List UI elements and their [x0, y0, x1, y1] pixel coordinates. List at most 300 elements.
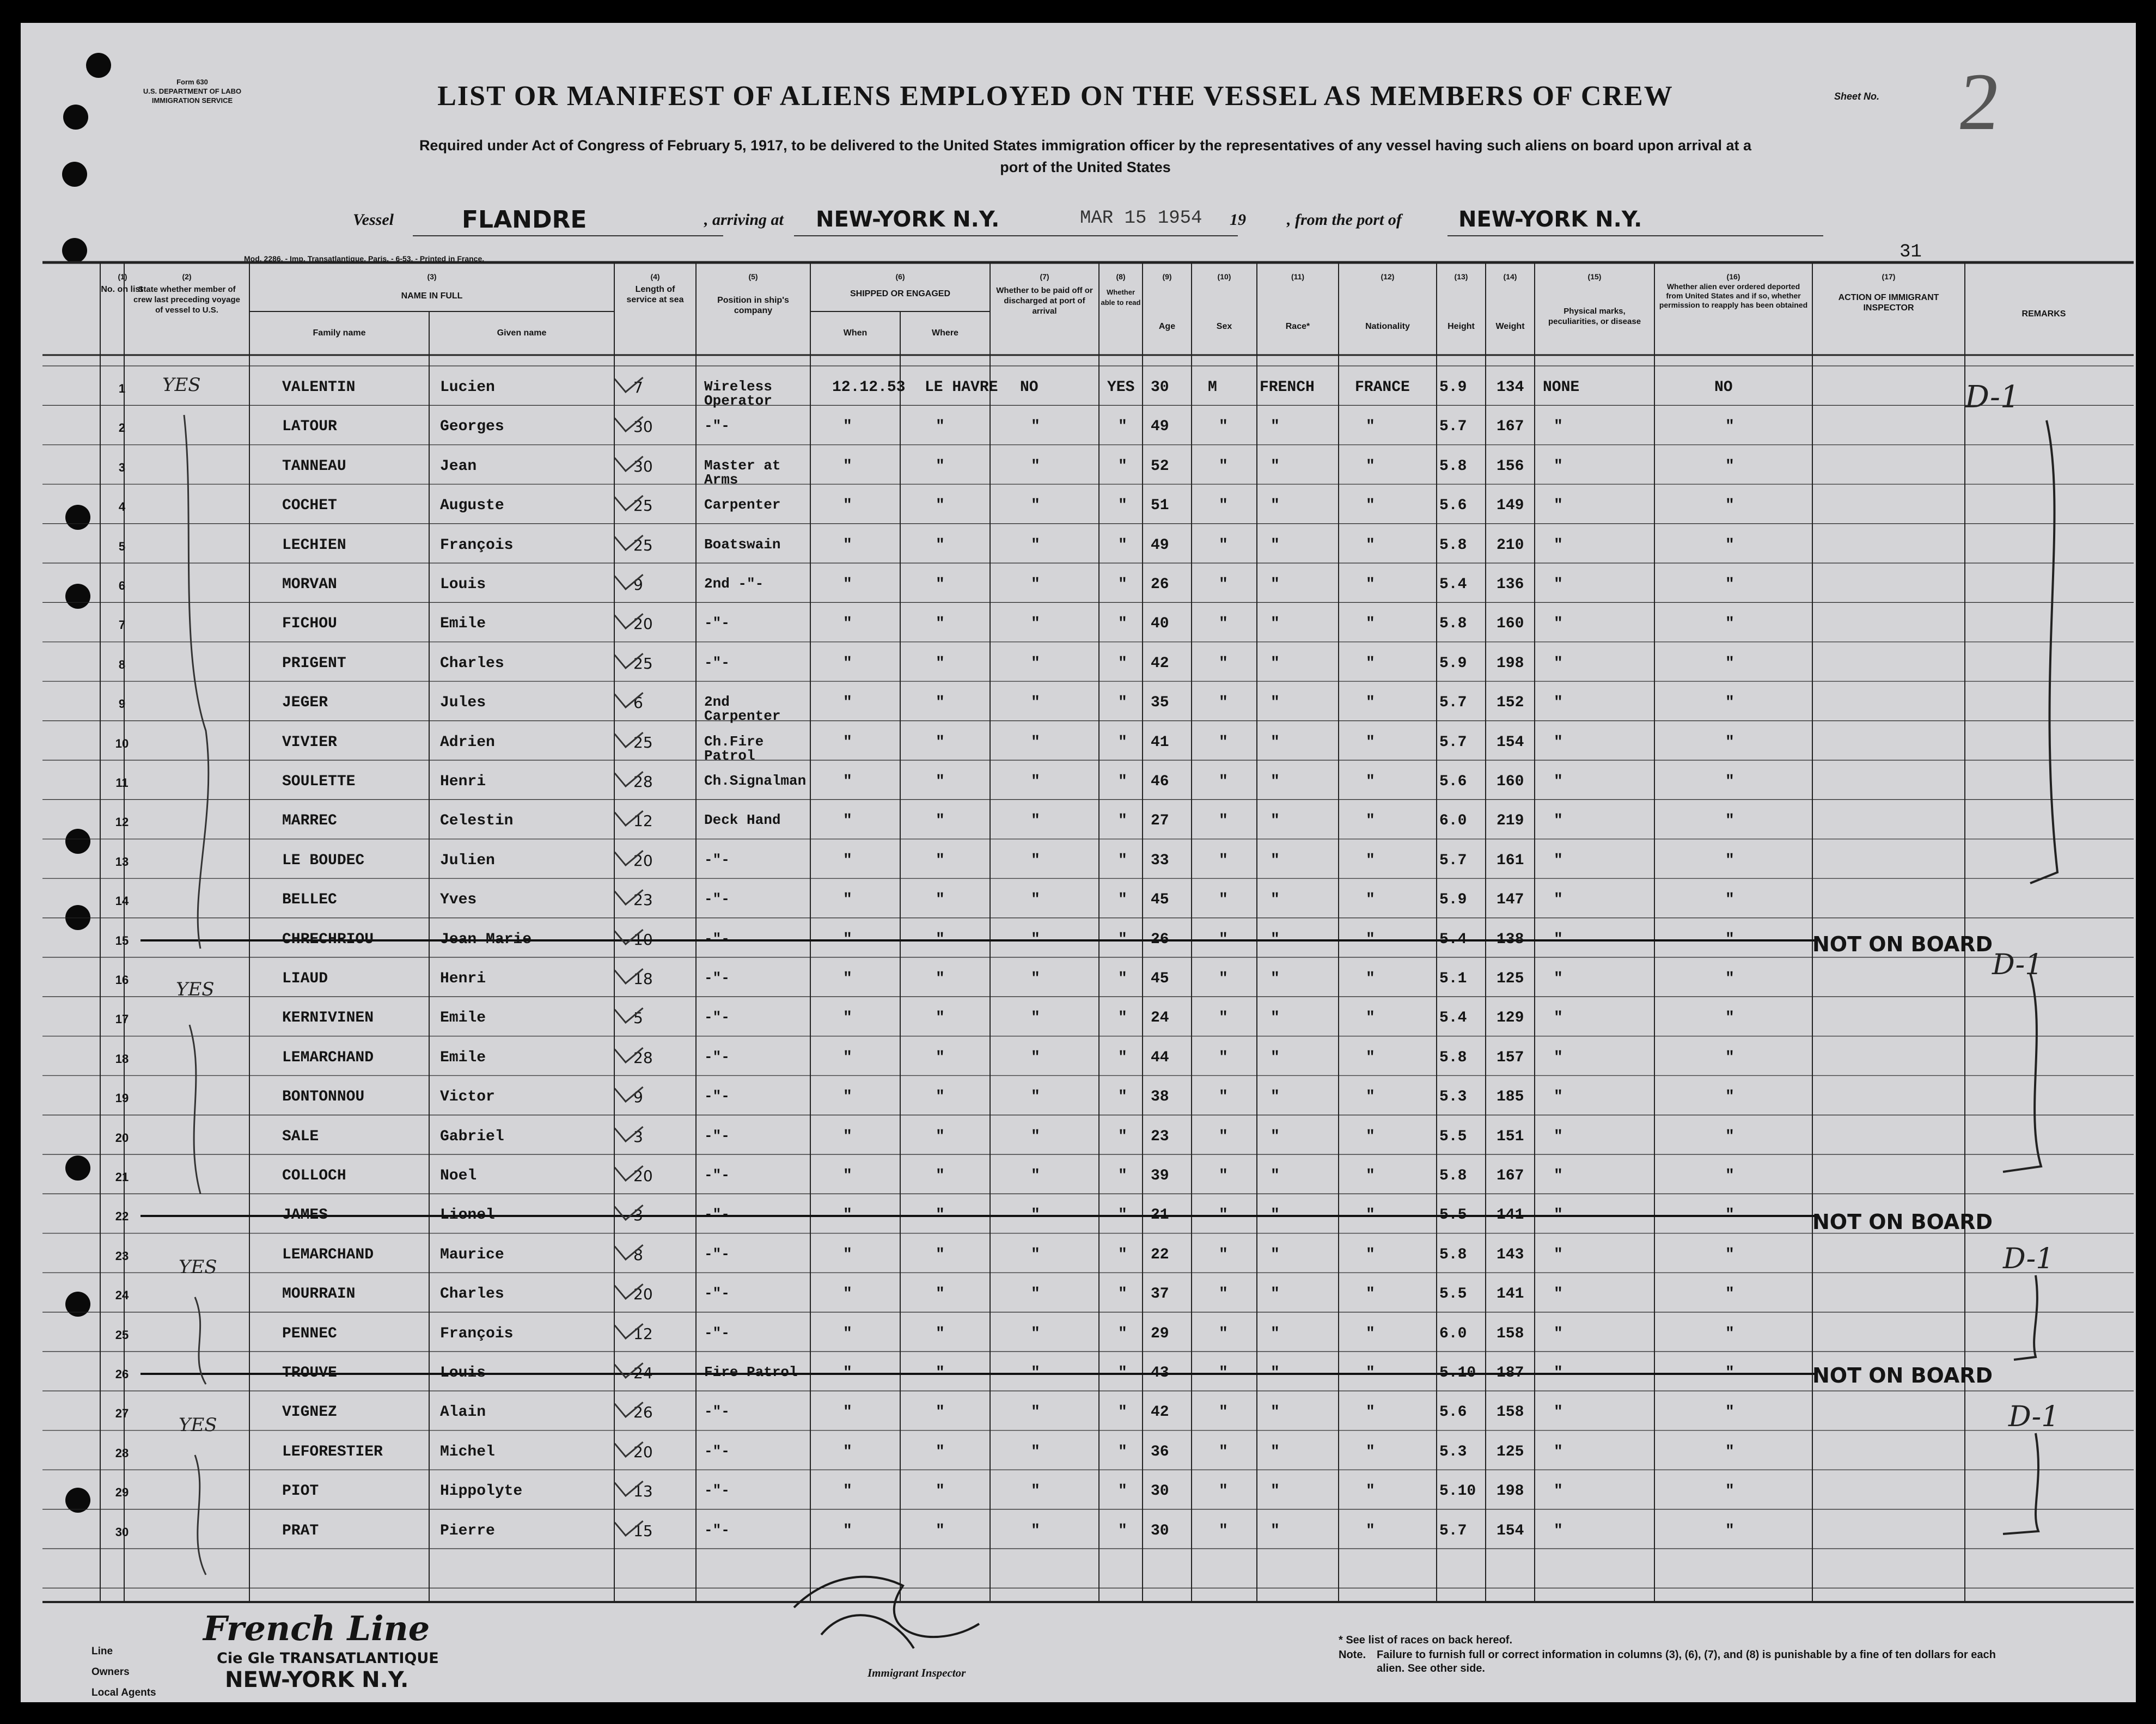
ditto-mark: "	[1725, 655, 1734, 672]
ditto-mark: "	[1118, 1325, 1127, 1342]
cell-family: BONTONNOU	[282, 1089, 365, 1106]
ditto-mark: "	[843, 812, 852, 830]
ditto-mark: "	[1031, 1443, 1040, 1460]
cell-given: Emile	[440, 615, 486, 633]
form-number: Form 630	[176, 78, 208, 86]
ditto-mark: "	[1118, 457, 1127, 475]
row-number: 5	[118, 539, 126, 553]
ditto-mark: "	[1366, 694, 1375, 712]
ditto-mark: "	[1031, 1167, 1040, 1184]
ditto-mark: "	[1554, 457, 1563, 475]
ditto-mark: "	[936, 1207, 945, 1224]
cell-service: 20	[633, 615, 653, 633]
cell-given: Alain	[440, 1404, 486, 1421]
cell-given: Julien	[440, 852, 495, 869]
sheet-label: Sheet No.	[1834, 91, 1880, 102]
cell-given: Michel	[440, 1443, 495, 1460]
cell-age: 39	[1151, 1167, 1169, 1184]
cell-given: Lucien	[440, 379, 495, 396]
column-5-number: (5)	[748, 272, 758, 281]
ditto-mark: "	[843, 694, 852, 712]
vessel-label: Vessel	[353, 211, 394, 229]
cell-height: 5.4	[1439, 1010, 1467, 1027]
cell-height: 5.5	[1439, 1128, 1467, 1145]
cell-height: 5.7	[1439, 694, 1467, 712]
ditto-mark: "	[1366, 970, 1375, 987]
ditto-mark: "	[1219, 1286, 1228, 1303]
cell-age: 26	[1151, 576, 1169, 593]
printer-line: Mod. 2286. - Imp. Transatlantique, Paris. - 6-53. - Printed in France.	[244, 254, 485, 263]
arriving-label: , arriving at	[704, 211, 784, 229]
ditto-mark: "	[1725, 931, 1734, 948]
ditto-mark: "	[1219, 970, 1228, 987]
ditto-mark: "	[843, 1167, 852, 1184]
cell-weight: 187	[1497, 1365, 1524, 1381]
ditto-mark: "	[1219, 655, 1228, 672]
ditto-mark: "	[1554, 1010, 1563, 1027]
ditto-mark: "	[1031, 576, 1040, 593]
cell-given: Victor	[440, 1089, 495, 1106]
ditto-mark: "	[1366, 615, 1375, 633]
cell-age: 49	[1151, 536, 1169, 554]
cell-family: LEFORESTIER	[282, 1443, 383, 1460]
column-14-number: (14)	[1503, 272, 1517, 281]
ditto-mark: "	[936, 536, 945, 554]
ditto-mark: "	[1118, 970, 1127, 987]
ditto-mark: "	[936, 1128, 945, 1145]
column-10-number: (10)	[1217, 272, 1231, 281]
ditto-mark: "	[1031, 1010, 1040, 1027]
ditto-mark: "	[1554, 536, 1563, 554]
ditto-mark: "	[936, 1483, 945, 1500]
cell-given: Henri	[440, 773, 486, 790]
cell-family: LEMARCHAND	[282, 1049, 374, 1066]
cell-height: 5.5	[1439, 1207, 1467, 1224]
cell-family: PRIGENT	[282, 655, 346, 672]
cell-given: Emile	[440, 1010, 486, 1027]
ditto-mark: "	[843, 1365, 852, 1381]
cell-age: 46	[1151, 773, 1169, 790]
sheet-number: 2	[1955, 57, 2005, 147]
row-number: 19	[115, 1091, 129, 1105]
ditto-mark: "	[1271, 694, 1280, 712]
ditto-mark: "	[1219, 1404, 1228, 1421]
cell-given: François	[440, 1325, 514, 1342]
vessel-name: FLANDRE	[462, 206, 587, 234]
cell-weight: 210	[1497, 536, 1524, 554]
row-number: 12	[115, 815, 129, 829]
cell-position: -"-	[704, 970, 730, 986]
cell-height: 5.7	[1439, 733, 1467, 751]
cell-age: 30	[1151, 1483, 1169, 1500]
ditto-mark: "	[1554, 1404, 1563, 1421]
cell-given: Gabriel	[440, 1128, 504, 1145]
cell-service: 3	[633, 1206, 643, 1225]
cell-given: Louis	[440, 1365, 486, 1381]
ditto-mark: "	[843, 1246, 852, 1263]
ditto-mark: "	[1271, 655, 1280, 672]
cell-position: 2nd Carpenter	[704, 694, 781, 725]
ditto-mark: "	[936, 1325, 945, 1342]
ditto-mark: "	[1031, 852, 1040, 869]
ditto-mark: "	[1366, 1049, 1375, 1066]
ditto-mark: "	[1118, 852, 1127, 869]
ditto-mark: "	[1554, 615, 1563, 633]
ditto-mark: "	[1271, 1167, 1280, 1184]
row-number: 25	[115, 1328, 129, 1342]
ditto-mark: "	[1219, 1128, 1228, 1145]
cell-family: MOURRAIN	[282, 1286, 356, 1303]
cell-position: Boatswain	[704, 536, 781, 553]
ditto-mark: "	[1366, 891, 1375, 909]
cell-deported: NO	[1714, 379, 1733, 396]
cell-weight: 151	[1497, 1128, 1524, 1145]
row-number: 15	[115, 933, 129, 947]
cell-service: 25	[633, 497, 653, 515]
cell-service: 28	[633, 1048, 653, 1067]
ditto-mark: "	[1271, 1286, 1280, 1303]
ditto-mark: "	[1219, 1246, 1228, 1263]
when-subheader: When	[843, 328, 868, 338]
races-footnote: * See list of races on back hereof.	[1339, 1634, 1513, 1646]
cell-family: JEGER	[282, 694, 328, 712]
ditto-mark: "	[1366, 1325, 1375, 1342]
given-name-subheader: Given name	[497, 328, 547, 338]
ditto-mark: "	[843, 1049, 852, 1066]
row-number: 9	[118, 697, 126, 711]
ditto-mark: "	[1366, 1010, 1375, 1027]
ditto-mark: "	[843, 1207, 852, 1224]
cell-age: 49	[1151, 418, 1169, 436]
ditto-mark: "	[1366, 1404, 1375, 1421]
row-number: 6	[118, 579, 126, 592]
ditto-mark: "	[1725, 694, 1734, 712]
cell-age: 29	[1151, 1325, 1169, 1342]
cell-position: -"-	[704, 1442, 730, 1459]
cell-family: SALE	[282, 1128, 319, 1145]
cell-weight: 160	[1497, 615, 1524, 633]
cell-position: -"-	[704, 1127, 730, 1144]
cell-given: Jules	[440, 694, 486, 712]
arriving-port: NEW-YORK N.Y.	[816, 207, 1000, 232]
owners-value: Cie Gle TRANSATLANTIQUE	[217, 1650, 439, 1667]
cell-family: SOULETTE	[282, 773, 356, 790]
ditto-mark: "	[1725, 1128, 1734, 1145]
ditto-mark: "	[1271, 1207, 1280, 1224]
ditto-mark: "	[1031, 891, 1040, 909]
ditto-mark: "	[843, 1404, 852, 1421]
cell-family: JAMES	[282, 1207, 328, 1224]
cell-height: 5.8	[1439, 536, 1467, 554]
cell-weight: 158	[1497, 1404, 1524, 1421]
cell-height: 5.6	[1439, 773, 1467, 790]
cell-given: Jean	[440, 457, 477, 475]
ditto-mark: "	[1271, 1128, 1280, 1145]
cell-position: -"-	[704, 1245, 730, 1262]
date-stamp: MAR 15 1954	[1080, 208, 1202, 229]
ditto-mark: "	[1031, 497, 1040, 515]
ditto-mark: "	[1271, 733, 1280, 751]
ditto-mark: "	[1118, 733, 1127, 751]
cell-weight: 141	[1497, 1207, 1524, 1224]
line-label: Line	[91, 1646, 113, 1657]
row-number: 26	[115, 1367, 129, 1381]
cell-service: 25	[633, 654, 653, 673]
cell-service: 24	[633, 1364, 653, 1382]
ditto-mark: "	[1554, 694, 1563, 712]
remark-code: D-1	[2003, 1243, 2054, 1275]
cell-given: Charles	[440, 1286, 504, 1303]
ditto-mark: "	[1554, 1522, 1563, 1539]
ditto-mark: "	[843, 852, 852, 869]
ditto-mark: "	[1554, 655, 1563, 672]
ditto-mark: "	[843, 418, 852, 436]
ditto-mark: "	[1271, 536, 1280, 554]
ditto-mark: "	[843, 655, 852, 672]
cell-position: -"-	[704, 615, 730, 632]
ditto-mark: "	[1366, 457, 1375, 475]
column-16-number: (16)	[1726, 272, 1740, 281]
cell-position: Master at Arms	[704, 457, 781, 488]
cell-position: Fire Patrol	[704, 1364, 798, 1380]
ditto-mark: "	[1725, 1286, 1734, 1303]
cell-family: CHRECHRIOU	[282, 931, 374, 948]
ditto-mark: "	[1031, 1286, 1040, 1303]
ditto-mark: "	[1219, 1207, 1228, 1224]
ditto-mark: "	[843, 773, 852, 790]
ditto-mark: "	[936, 615, 945, 633]
cell-service: 23	[633, 891, 653, 909]
ditto-mark: "	[1031, 1128, 1040, 1145]
cell-family: TANNEAU	[282, 457, 346, 475]
ditto-mark: "	[843, 733, 852, 751]
column-8-header: Whether able to read	[1101, 288, 1141, 307]
cell-family: PENNEC	[282, 1325, 337, 1342]
cell-position: -"-	[704, 1482, 730, 1499]
cell-service: 30	[633, 457, 653, 475]
ditto-mark: "	[936, 891, 945, 909]
cell-height: 5.7	[1439, 418, 1467, 436]
ditto-mark: "	[1271, 1010, 1280, 1027]
row-number: 3	[118, 460, 126, 474]
cell-position: Deck Hand	[704, 812, 781, 829]
row-number: 2	[118, 421, 126, 435]
cell-read: YES	[1107, 379, 1135, 396]
cell-height: 5.8	[1439, 1246, 1467, 1263]
ditto-mark: "	[936, 812, 945, 830]
cell-weight: 141	[1497, 1286, 1524, 1303]
cell-service: 25	[633, 733, 653, 751]
not-on-board-stamp: NOT ON BOARD	[1812, 1210, 1993, 1234]
cell-weight: 136	[1497, 576, 1524, 593]
cell-service: 12	[633, 1324, 653, 1343]
cell-weight: 185	[1497, 1089, 1524, 1106]
cell-given: Charles	[440, 655, 504, 672]
cell-given: Louis	[440, 576, 486, 593]
ditto-mark: "	[1031, 418, 1040, 436]
ditto-mark: "	[1271, 1325, 1280, 1342]
ditto-mark: "	[843, 615, 852, 633]
column-4-header: Length of service at sea	[626, 285, 684, 304]
column-14-header: Weight	[1495, 322, 1525, 331]
ditto-mark: "	[1031, 1522, 1040, 1539]
ditto-mark: "	[843, 1443, 852, 1460]
cell-age: 21	[1151, 1207, 1169, 1224]
cell-family: VALENTIN	[282, 379, 356, 396]
cell-age: 36	[1151, 1443, 1169, 1460]
not-on-board-stamp: NOT ON BOARD	[1812, 1364, 1993, 1387]
ditto-mark: "	[1118, 1522, 1127, 1539]
family-name-subheader: Family name	[313, 328, 366, 338]
cell-position: -"-	[704, 1206, 730, 1223]
ditto-mark: "	[1725, 1089, 1734, 1106]
ditto-mark: "	[1366, 1522, 1375, 1539]
ditto-mark: "	[936, 1443, 945, 1460]
cell-family: LIAUD	[282, 970, 328, 987]
ditto-mark: "	[1031, 733, 1040, 751]
ditto-mark: "	[936, 931, 945, 948]
ditto-mark: "	[1366, 1286, 1375, 1303]
ditto-mark: "	[1219, 1089, 1228, 1106]
ditto-mark: "	[1554, 1365, 1563, 1381]
ditto-mark: "	[1554, 852, 1563, 869]
ditto-mark: "	[1725, 1207, 1734, 1224]
ditto-mark: "	[936, 1010, 945, 1027]
ditto-mark: "	[1366, 1246, 1375, 1263]
inspector-label: Immigrant Inspector	[868, 1666, 966, 1679]
ditto-mark: "	[843, 931, 852, 948]
ditto-mark: "	[936, 418, 945, 436]
cell-family: LECHIEN	[282, 536, 346, 554]
ditto-mark: "	[1219, 418, 1228, 436]
cell-when: 12.12.53	[832, 379, 906, 396]
ditto-mark: "	[1118, 655, 1127, 672]
ditto-mark: "	[1219, 1443, 1228, 1460]
cell-height: 5.10	[1439, 1483, 1476, 1500]
ditto-mark: "	[1118, 1483, 1127, 1500]
ditto-mark: "	[1118, 891, 1127, 909]
row-number: 8	[118, 657, 126, 671]
ditto-mark: "	[1366, 655, 1375, 672]
owners-label: Owners	[91, 1666, 130, 1678]
column-8-number: (8)	[1116, 272, 1126, 281]
column-3-number: (3)	[427, 272, 437, 281]
cell-position: -"-	[704, 1048, 730, 1065]
column-11-header: Race*	[1285, 322, 1310, 331]
ditto-mark: "	[1118, 812, 1127, 830]
ditto-mark: "	[1366, 1443, 1375, 1460]
cell-height: 5.6	[1439, 497, 1467, 515]
column-13-number: (13)	[1454, 272, 1468, 281]
cell-position: -"-	[704, 1521, 730, 1538]
cell-service: 20	[633, 1442, 653, 1461]
note-label: Note.	[1339, 1649, 1366, 1661]
cell-weight: 154	[1497, 733, 1524, 751]
ditto-mark: "	[1118, 1128, 1127, 1145]
row-number: 7	[118, 618, 126, 632]
ditto-mark: "	[1118, 576, 1127, 593]
cell-weight: 167	[1497, 1167, 1524, 1184]
cell-age: 35	[1151, 694, 1169, 712]
column-6-header: SHIPPED OR ENGAGED	[850, 289, 951, 298]
cell-weight: 219	[1497, 812, 1524, 830]
cell-position: -"-	[704, 891, 730, 908]
cell-service: 12	[633, 812, 653, 830]
cell-marks: NONE	[1543, 379, 1580, 396]
cell-service: 7	[633, 378, 643, 396]
cell-given: Pierre	[440, 1522, 495, 1539]
row-number: 10	[115, 736, 129, 750]
column-2-number: (2)	[182, 272, 192, 281]
handwritten-yes: YES	[176, 979, 215, 1000]
cell-position: -"-	[704, 1167, 730, 1183]
cell-height: 5.7	[1439, 1522, 1467, 1539]
ditto-mark: "	[1271, 773, 1280, 790]
cell-given: François	[440, 536, 514, 554]
ditto-mark: "	[1271, 615, 1280, 633]
ditto-mark: "	[1725, 615, 1734, 633]
ditto-mark: "	[1725, 497, 1734, 515]
remark-code: D-1	[1992, 949, 2043, 981]
cell-weight: 167	[1497, 418, 1524, 436]
ditto-mark: "	[1725, 1010, 1734, 1027]
ditto-mark: "	[1031, 536, 1040, 554]
ditto-mark: "	[1366, 1167, 1375, 1184]
cell-given: Adrien	[440, 733, 495, 751]
cell-weight: 129	[1497, 1010, 1524, 1027]
ditto-mark: "	[1271, 1089, 1280, 1106]
ditto-mark: "	[1725, 576, 1734, 593]
cell-age: 41	[1151, 733, 1169, 751]
handwriting-overlay	[21, 23, 2136, 1702]
cell-height: 5.4	[1439, 576, 1467, 593]
ditto-mark: "	[1219, 1325, 1228, 1342]
ditto-mark: "	[1031, 970, 1040, 987]
ditto-mark: "	[1219, 733, 1228, 751]
ditto-mark: "	[936, 1167, 945, 1184]
cell-height: 5.3	[1439, 1443, 1467, 1460]
cell-age: 52	[1151, 457, 1169, 475]
row-number: 17	[115, 1012, 129, 1026]
ditto-mark: "	[1219, 576, 1228, 593]
ditto-mark: "	[1725, 773, 1734, 790]
ditto-mark: "	[1219, 457, 1228, 475]
ditto-mark: "	[1031, 1325, 1040, 1342]
cell-sex: M	[1208, 379, 1217, 396]
row-number: 29	[115, 1485, 129, 1500]
ditto-mark: "	[1554, 1443, 1563, 1460]
ditto-mark: "	[843, 1128, 852, 1145]
cell-weight: 149	[1497, 497, 1524, 515]
ditto-mark: "	[843, 970, 852, 987]
cell-position: -"-	[704, 930, 730, 947]
ditto-mark: "	[1118, 1246, 1127, 1263]
cell-height: 6.0	[1439, 812, 1467, 830]
row-number: 11	[115, 776, 129, 790]
ditto-mark: "	[1031, 694, 1040, 712]
cell-service: 3	[633, 1127, 643, 1146]
ditto-mark: "	[1118, 1207, 1127, 1224]
ditto-mark: "	[1725, 1522, 1734, 1539]
row-number: 24	[115, 1288, 129, 1303]
ditto-mark: "	[1554, 1128, 1563, 1145]
cell-height: 5.8	[1439, 457, 1467, 475]
cell-position: -"-	[704, 851, 730, 868]
cell-position: 2nd -"-	[704, 576, 764, 592]
ditto-mark: "	[1366, 733, 1375, 751]
row-number: 13	[115, 854, 129, 869]
column-5-header: Position in ship's company	[717, 296, 789, 315]
